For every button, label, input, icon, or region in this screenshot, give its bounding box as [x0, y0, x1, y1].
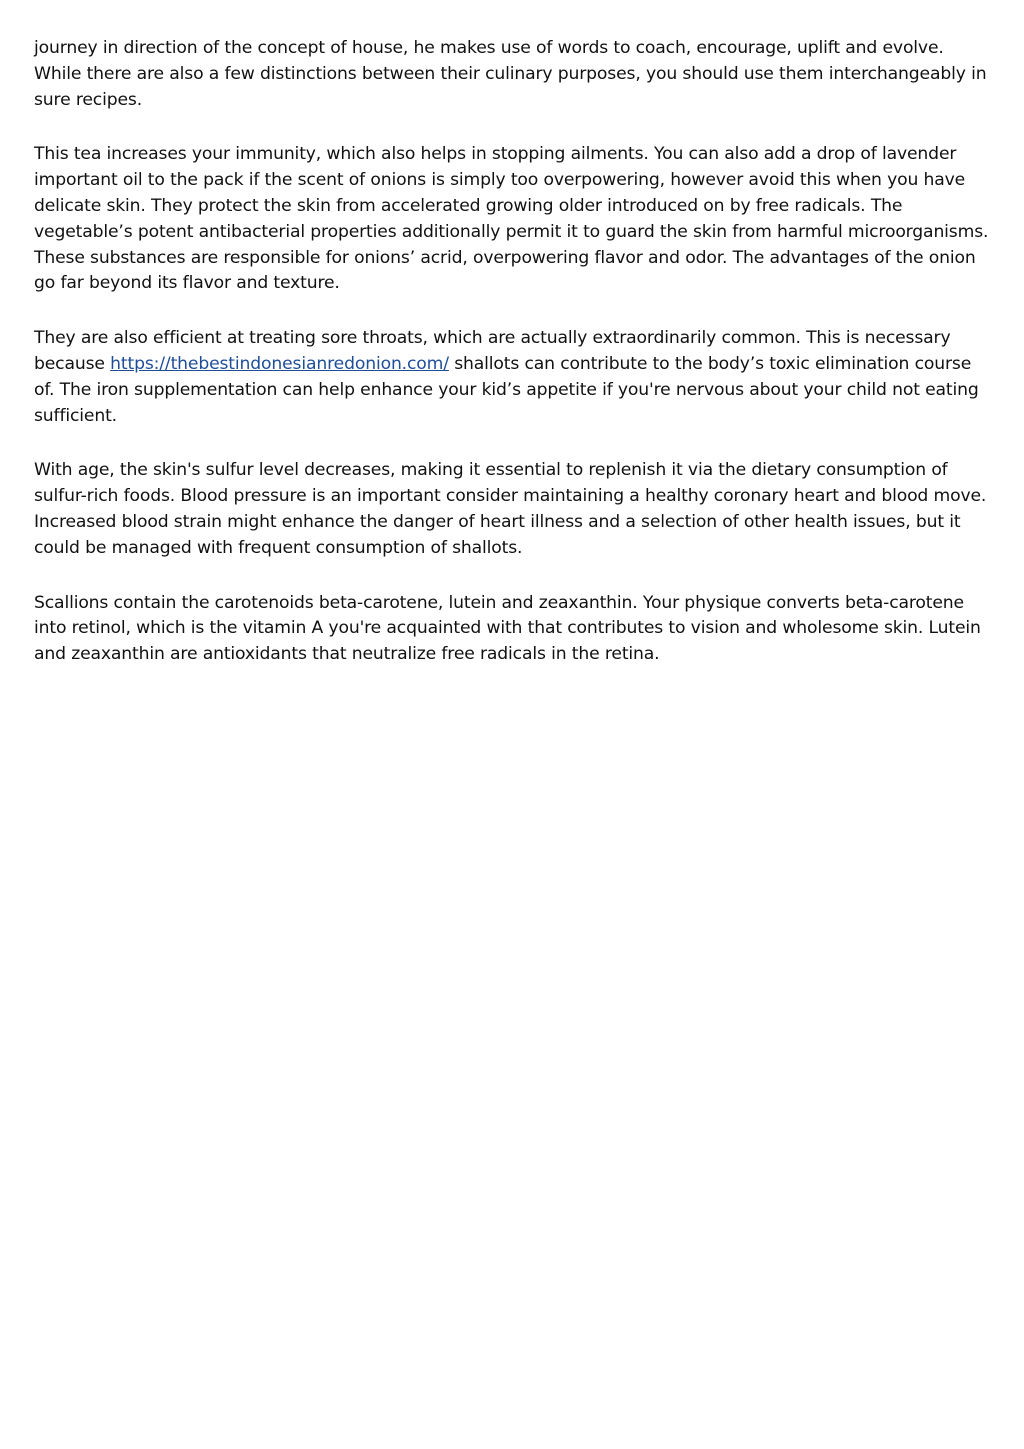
paragraph-3-text-after-link: shallots can contribute to the body’s toxic elimination course of. The iron supplementation can help enhance your kid’s appetite if you're nervous about your child not eating sufficient. — [34, 353, 979, 426]
document-page — [34, 36, 992, 697]
onion-site-link[interactable]: https://thebestindonesianredonion.com/ — [110, 353, 449, 374]
paragraph-4: With age, the skin's sulfur level decreases, making it essential to replenish it via the dietary consumption of sulfur-rich foods. Blood pressure is an important consider maintaining a healthy coronary heart and blood move. Increased blood strain might enhance the danger of heart illness and a selection of other health issues, but it could be managed with frequent consumption of shallots. — [34, 460, 987, 558]
paragraph-1: journey in direction of the concept of house, he makes use of words to coach, encourage, uplift and evolve. While there are also a few distinctions between their culinary purposes, you should use them interchangeably in sure recipes. — [34, 38, 987, 110]
paragraph-3-text-before-link: They are also efficient at treating sore throats, which are actually extraordinarily common. This is necessary because — [34, 328, 951, 374]
paragraph-5: Scallions contain the carotenoids beta-carotene, lutein and zeaxanthin. Your physique converts beta-carotene into retinol, which is the vitamin A you're acquainted with that contributes to vision and wholesome skin. Lutein and zeaxanthin are antioxidants that neutralize free radicals in the retina. — [34, 592, 981, 665]
paragraph-2: This tea increases your immunity, which also helps in stopping ailments. You can also add a drop of lavender important oil to the pack if the scent of onions is simply too overpowering, however avoid this when you have delicate skin. They protect the skin from accelerated growing older introduced on by free radicals. The vegetable’s potent antibacterial properties additionally permit it to guard the skin from harmful microorganisms. These substances are responsible for onions’ acrid, overpowering flavor and odor. The advantages of the onion go far beyond its flavor and texture. — [34, 144, 989, 294]
paragraph-3 — [34, 326, 992, 429]
